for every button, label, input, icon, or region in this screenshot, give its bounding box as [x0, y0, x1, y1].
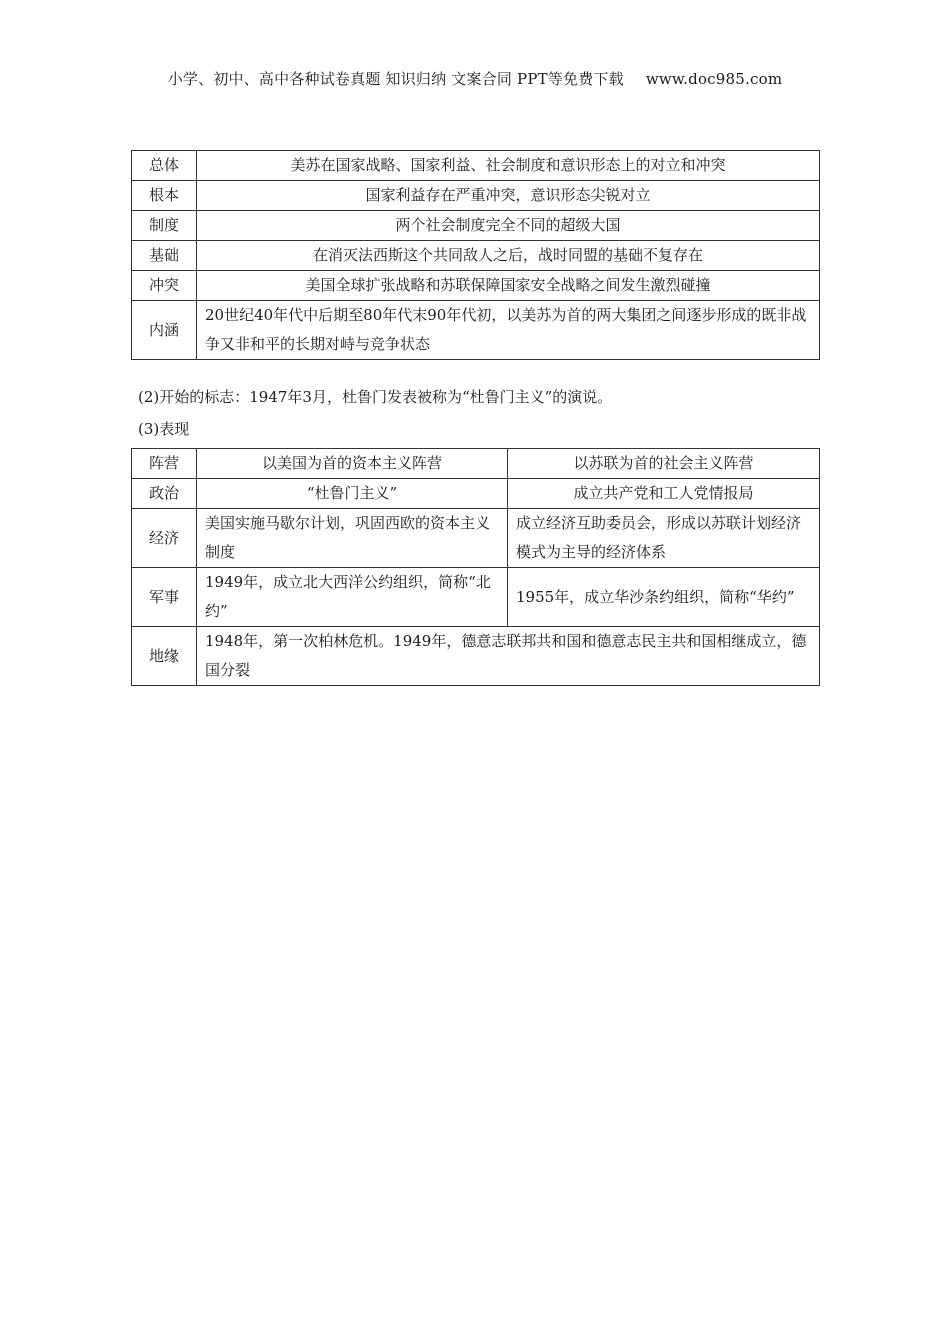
row-label: 经济 [132, 509, 197, 568]
us-camp-header: 以美国为首的资本主义阵营 [197, 449, 508, 479]
row-content: 两个社会制度完全不同的超级大国 [197, 211, 820, 241]
table-row [132, 301, 820, 360]
table-row [132, 151, 820, 181]
table-row [132, 271, 820, 301]
table-row [132, 479, 820, 509]
us-cell: 美国实施马歇尔计划，巩固西欧的资本主义制度 [197, 509, 508, 568]
row-content: 国家利益存在严重冲突，意识形态尖锐对立 [197, 181, 820, 211]
table-row [132, 241, 820, 271]
ussr-camp-header: 以苏联为首的社会主义阵营 [508, 449, 820, 479]
header-text: 小学、初中、高中各种试卷真题 知识归纳 文案合同 PPT等免费下载 [167, 70, 624, 88]
row-content: 美国全球扩张战略和苏联保障国家安全战略之间发生激烈碰撞 [197, 271, 820, 301]
table-row [132, 509, 820, 568]
us-cell: “杜鲁门主义” [197, 479, 508, 509]
ussr-cell: 成立经济互助委员会，形成以苏联计划经济模式为主导的经济体系 [508, 509, 820, 568]
cold-war-overview-table [131, 150, 820, 360]
row-label: 冲突 [132, 271, 197, 301]
ussr-cell: 1955年，成立华沙条约组织，简称“华约” [508, 568, 820, 627]
header-url[interactable]: www.doc985.com [645, 70, 783, 88]
row-label: 根本 [132, 181, 197, 211]
row-content: 在消灭法西斯这个共同敌人之后，战时同盟的基础不复存在 [197, 241, 820, 271]
start-sign-paragraph: (2)开始的标志：1947年3月，杜鲁门发表被称为“杜鲁门主义”的演说。 [138, 388, 613, 406]
row-content: 20世纪40年代中后期至80年代末90年代初，以美苏为首的两大集团之间逐步形成的既非战争又非和平的长期对峙与竞争状态 [197, 301, 820, 360]
table-row [132, 181, 820, 211]
ussr-cell: 成立共产党和工人党情报局 [508, 479, 820, 509]
row-label: 地缘 [132, 627, 197, 686]
geo-cell: 1948年，第一次柏林危机。1949年，德意志联邦共和国和德意志民主共和国相继成立，德国分裂 [197, 627, 820, 686]
table-header-row [132, 449, 820, 479]
us-cell: 1949年，成立北大西洋公约组织，简称“北约” [197, 568, 508, 627]
row-content: 美苏在国家战略、国家利益、社会制度和意识形态上的对立和冲突 [197, 151, 820, 181]
row-label: 政治 [132, 479, 197, 509]
camp-comparison-table [131, 448, 820, 686]
table-row [132, 627, 820, 686]
row-label: 制度 [132, 211, 197, 241]
manifestation-heading: (3)表现 [138, 420, 190, 438]
table-row [132, 568, 820, 627]
page-header [0, 68, 950, 89]
row-label: 内涵 [132, 301, 197, 360]
row-label: 总体 [132, 151, 197, 181]
row-label: 军事 [132, 568, 197, 627]
row-label: 阵营 [132, 449, 197, 479]
row-label: 基础 [132, 241, 197, 271]
table-row [132, 211, 820, 241]
